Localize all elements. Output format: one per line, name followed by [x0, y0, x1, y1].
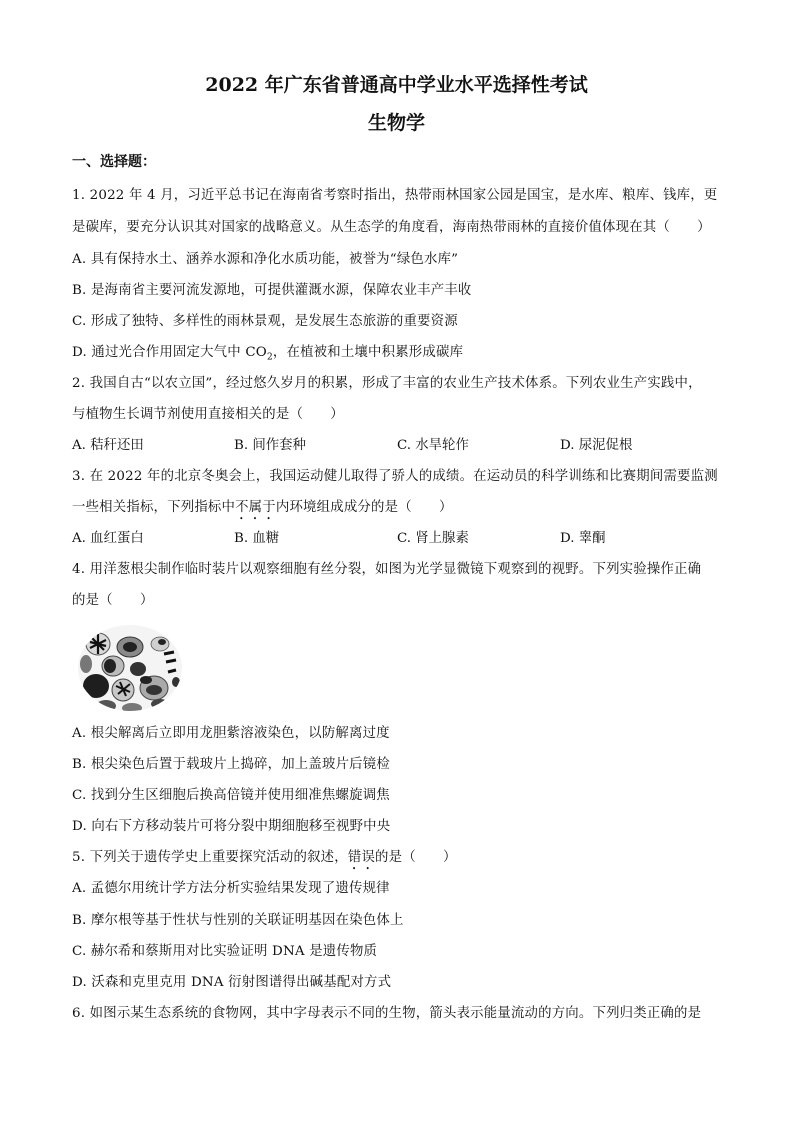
q5-stem-emphasis: 错误 — [347, 850, 376, 865]
q3-stem-line1: 3. 在 2022 年的北京冬奥会上，我国运动健儿取得了骄人的成绩。在运动员的科学训练和比赛期间需要监测 — [72, 469, 718, 484]
q4-option-d: D. 向右下方移动装片可将分裂中期细胞移至视野中央 — [72, 819, 391, 834]
q1-option-d — [72, 341, 463, 363]
micrograph-figure — [76, 624, 184, 712]
q4-stem-line2: 的是（ ） — [72, 593, 154, 608]
q2-option-b: B. 间作套种 — [234, 438, 306, 453]
q3-stem-pre: 一些相关指标，下列指标中 — [72, 500, 236, 515]
q5-option-b: B. 摩尔根等基于性状与性别的关联证明基因在染色体上 — [72, 913, 404, 928]
q1-option-a: A. 具有保持水土、涵养水源和净化水质功能，被誉为“绿色水库” — [72, 252, 459, 267]
q2-option-c: C. 水旱轮作 — [397, 438, 469, 453]
q4-option-b: B. 根尖染色后置于载玻片上捣碎，加上盖玻片后镜检 — [72, 757, 390, 772]
q5-stem-post: 的是（ ） — [375, 850, 457, 865]
q6-stem-line1: 6. 如图示某生态系统的食物网，其中字母表示不同的生物，箭头表示能量流动的方向。下列归类正确的是 — [72, 1006, 702, 1021]
q3-option-c: C. 肾上腺素 — [397, 531, 469, 546]
q4-stem-line1: 4. 用洋葱根尖制作临时装片以观察细胞有丝分裂，如图为光学显微镜下观察到的视野。下列实验操作正确 — [72, 562, 702, 577]
exam-title: 2022 年广东省普通高中学业水平选择性考试 — [205, 74, 588, 96]
q3-stem-post: 内环境组成成分的是（ ） — [275, 500, 453, 515]
q3-option-b: B. 血糖 — [234, 531, 280, 546]
q3-option-a: A. 血红蛋白 — [72, 531, 144, 546]
q5-option-d: D. 沃森和克里克用 DNA 衍射图谱得出碱基配对方式 — [72, 975, 392, 990]
q1-option-d-post: ，在植被和土壤中积累形成碳库 — [272, 345, 464, 360]
q1-stem-line2: 是碳库，要充分认识其对国家的战略意义。从生态学的角度看，海南热带雨林的直接价值体现在其（ ） — [72, 220, 711, 235]
q2-stem-line1: 2. 我国自古“以农立国”，经过悠久岁月的积累，形成了丰富的农业生产技术体系。下列农业生产实践中， — [72, 376, 702, 391]
q5-option-a: A. 孟德尔用统计学方法分析实验结果发现了遗传规律 — [72, 881, 390, 896]
q2-option-d: D. 尿泥促根 — [560, 438, 633, 453]
q1-option-b: B. 是海南省主要河流发源地，可提供灌溉水源，保障农业丰产丰收 — [72, 283, 472, 298]
q3-stem-emphasis: 不属于 — [235, 500, 276, 515]
q4-option-c: C. 找到分生区细胞后换高倍镜并使用细准焦螺旋调焦 — [72, 788, 390, 803]
q5-option-c: C. 赫尔希和蔡斯用对比实验证明 DNA 是遗传物质 — [72, 944, 378, 959]
q1-stem-line1: 1. 2022 年 4 月，习近平总书记在海南省考察时指出，热带雨林国家公园是国宝，是水库、粮库、钱库，更 — [72, 188, 718, 203]
q1-option-d-sub: 2 — [266, 352, 273, 363]
q2-stem-line2: 与植物生长调节剂使用直接相关的是（ ） — [72, 407, 344, 422]
q3-stem-line2 — [72, 496, 453, 523]
section-heading: 一、选择题： — [72, 154, 156, 170]
q4-option-a: A. 根尖解离后立即用龙胆紫溶液染色，以防解离过度 — [72, 726, 390, 741]
q5-stem — [72, 846, 457, 873]
q1-option-c: C. 形成了独特、多样性的雨林景观，是发展生态旅游的重要资源 — [72, 314, 458, 329]
q2-option-a: A. 秸秆还田 — [72, 438, 144, 453]
exam-subject: 生物学 — [367, 112, 425, 134]
q3-option-d: D. 睾酮 — [560, 531, 606, 546]
q1-option-d-pre: D. 通过光合作用固定大气中 CO — [72, 345, 267, 360]
q5-stem-pre: 5. 下列关于遗传学史上重要探究活动的叙述， — [72, 850, 348, 865]
